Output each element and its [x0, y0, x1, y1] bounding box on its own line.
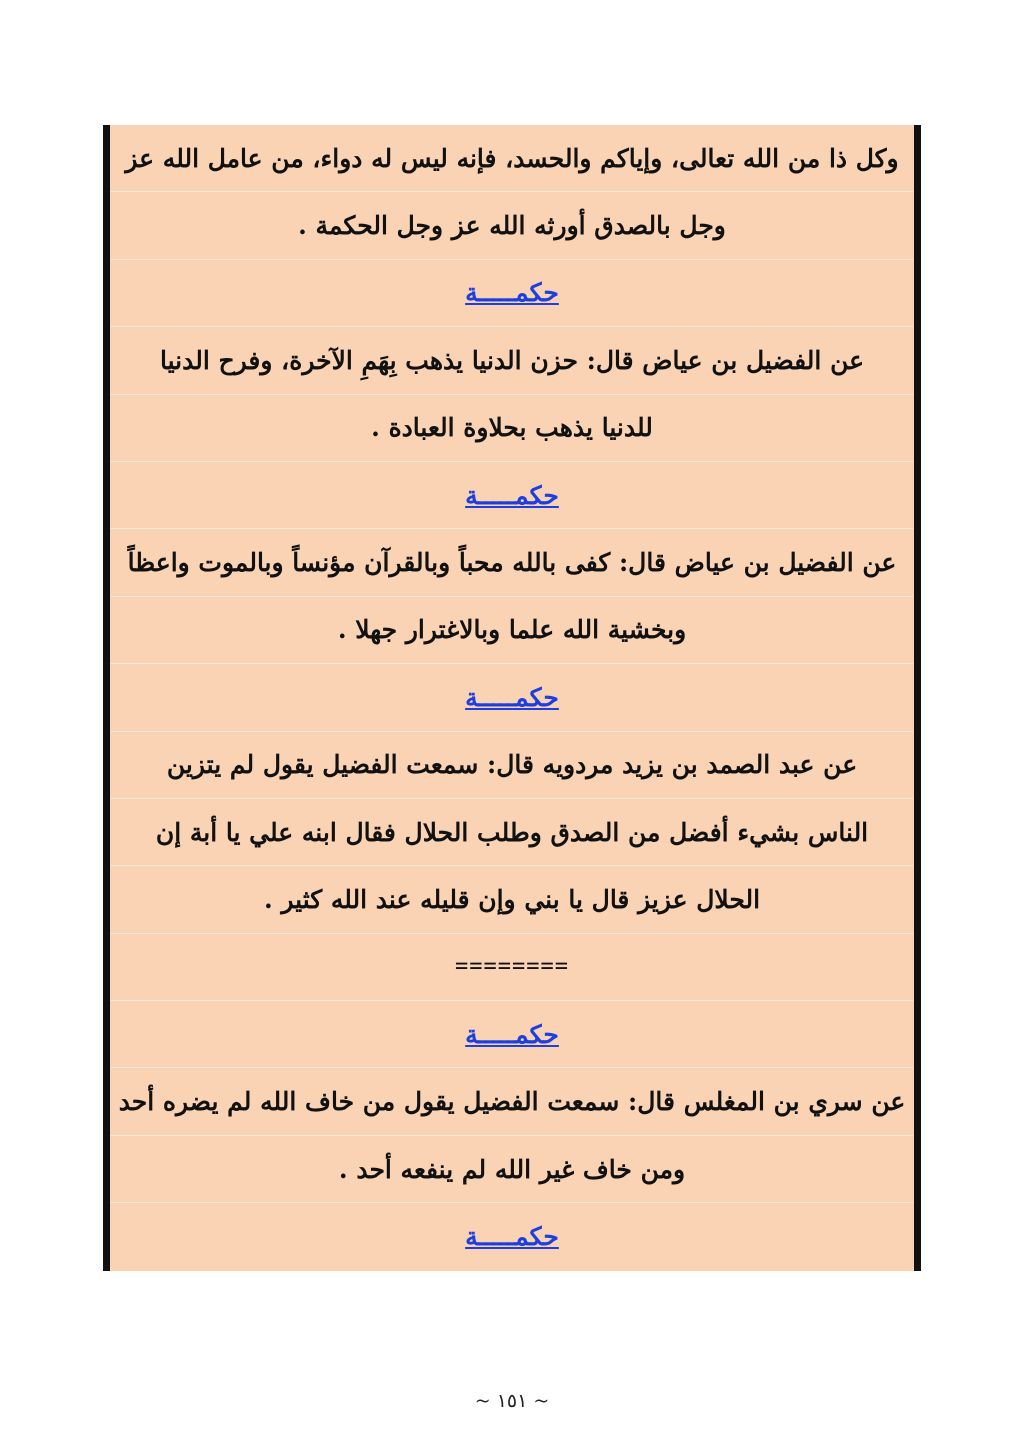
page-number: ~ ١٥١ ~: [474, 1390, 550, 1412]
heading-link[interactable]: حكمـــــة: [465, 480, 559, 510]
text-line: عن الفضيل بن عياض قال: كفى بالله محباً وبالقرآن مؤنساً وبالموت واعظاً: [110, 529, 914, 596]
separator-text: ========: [455, 954, 569, 980]
text-line: الحلال عزيز قال يا بني وإن قليله عند الله كثير .: [110, 866, 914, 933]
heading-row: [110, 260, 914, 327]
heading-link[interactable]: حكمـــــة: [465, 1019, 559, 1049]
text-line: عن الفضيل بن عياض قال: حزن الدنيا يذهب بِهَمِ الآخرة، وفرح الدنيا: [110, 327, 914, 394]
text-rows: [110, 125, 914, 1271]
text-line: وكل ذا من الله تعالى، وإياكم والحسد، فإنه ليس له دواء، من عامل الله عز: [110, 125, 914, 192]
separator-row: [110, 934, 914, 1001]
text-line: للدنيا يذهب بحلاوة العبادة .: [110, 395, 914, 462]
text-line: ومن خاف غير الله لم ينفعه أحد .: [110, 1136, 914, 1203]
text-line: وجل بالصدق أورثه الله عز وجل الحكمة .: [110, 192, 914, 259]
text-line: الناس بشيء أفضل من الصدق وطلب الحلال فقال ابنه علي يا أبة إن: [110, 799, 914, 866]
heading-row: [110, 1001, 914, 1068]
text-line: عن عبد الصمد بن يزيد مردويه قال: سمعت الفضيل يقول لم يتزين: [110, 732, 914, 799]
heading-row: [110, 664, 914, 731]
heading-row: [110, 462, 914, 529]
heading-link[interactable]: حكمـــــة: [465, 278, 559, 308]
heading-link[interactable]: حكمـــــة: [465, 1222, 559, 1252]
text-line: عن سري بن المغلس قال: سمعت الفضيل يقول من خاف الله لم يضره أحد: [110, 1068, 914, 1135]
heading-row: [110, 1203, 914, 1270]
content-frame: [103, 125, 921, 1271]
text-line: وبخشية الله علما وبالاغترار جهلا .: [110, 597, 914, 664]
heading-link[interactable]: حكمـــــة: [465, 682, 559, 712]
